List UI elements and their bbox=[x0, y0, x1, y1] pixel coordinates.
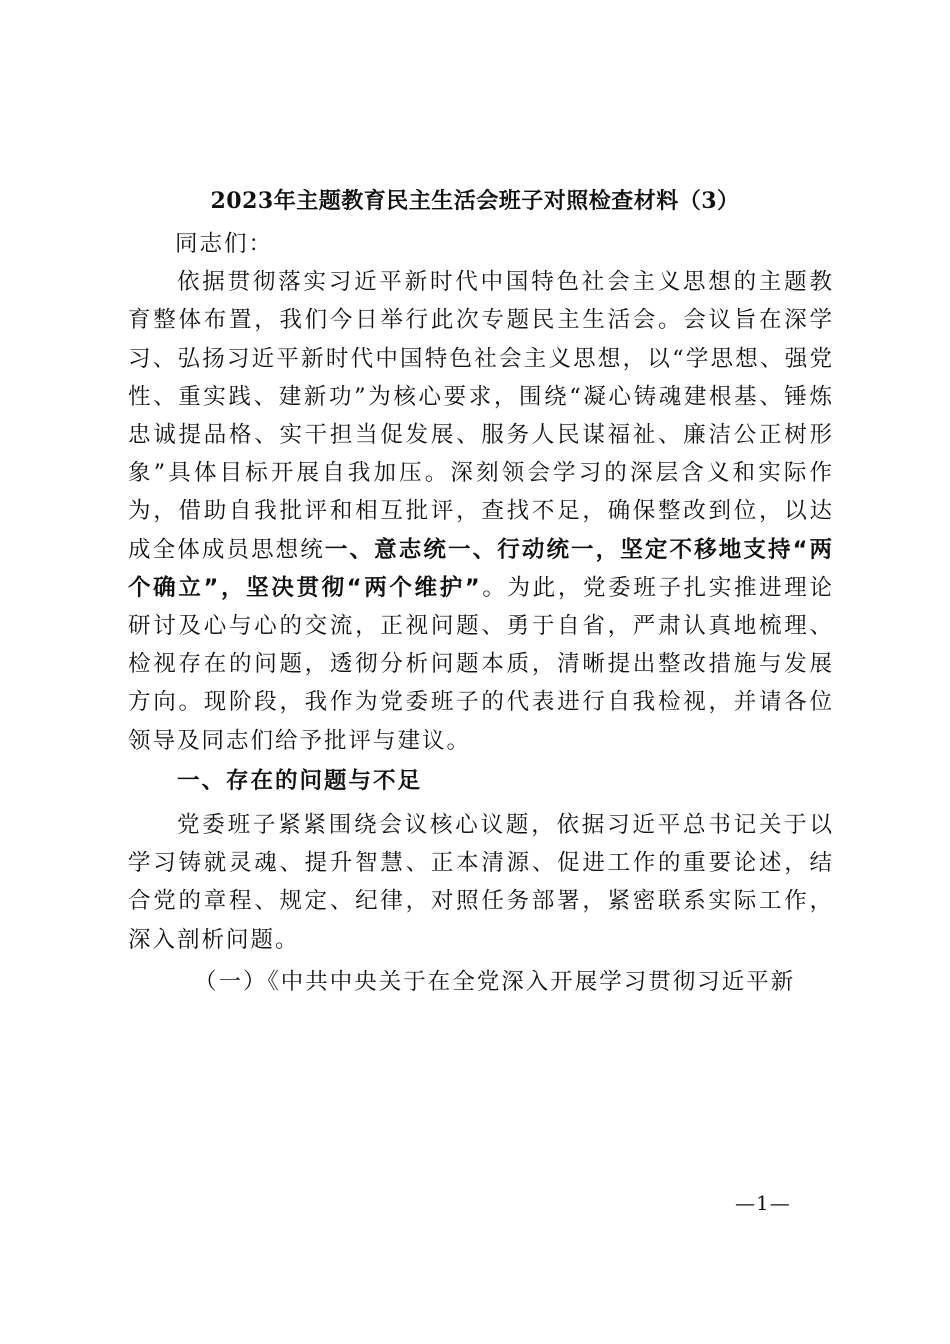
document-title: 2023年主题教育民主生活会班子对照检查材料（3） bbox=[210, 188, 740, 214]
intro-text-part1: 依据贯彻落实习近平新时代中国特色社会主义思想的主题教育整体布置，我们今日举行此次专题民主生活会。会议旨在深学习、弘扬习近平新时代中国特色社会主义思想，以“学思想、强党性、重实践、建新功”为核心要求，围绕“凝心铸魂建根基、锤炼忠诚提品格、实干担当促发展、服务人民谋福祉、廉洁公正树形象”具体目标开展自我加压。深刻领会学习的深层含义和实际作为，借助自我批评和相互批评，查找不足，确保整改到位，以达成全体成员思想统 bbox=[128, 269, 834, 563]
document-body bbox=[128, 225, 834, 1001]
section-heading: 一、存在的问题与不足 bbox=[177, 767, 423, 794]
section-paragraph: 党委班子紧紧围绕会议核心议题，依据习近平总书记关于以学习铸就灵魂、提升智慧、正本清源、促进工作的重要论述，结合党的章程、规定、纪律，对照任务部署，紧密联系实际工作，深入剖析问题。 bbox=[128, 812, 834, 953]
intro-paragraph bbox=[128, 263, 834, 760]
intro-emphasis: 一、意志统一、行动统一，坚定不移地支持“两个确立”，坚决贯彻“两个维护” bbox=[128, 536, 834, 601]
page-number: —1— bbox=[735, 1191, 791, 1215]
greeting: 同志们： bbox=[175, 231, 274, 257]
intro-text-part2: 。为此，党委班子扎实推进理论研讨及心与心的交流，正视问题、勇于自省，严肃认真地梳理、检视存在的问题，透彻分析问题本质，清晰提出整改措施与发展方向。现阶段，我作为党委班子的代表进行自我检视，并请各位领导及同志们给予批评与建议。 bbox=[128, 574, 834, 754]
section-subheading: （一）《中共中央关于在全党深入开展学习贯彻习近平新 bbox=[194, 968, 796, 995]
